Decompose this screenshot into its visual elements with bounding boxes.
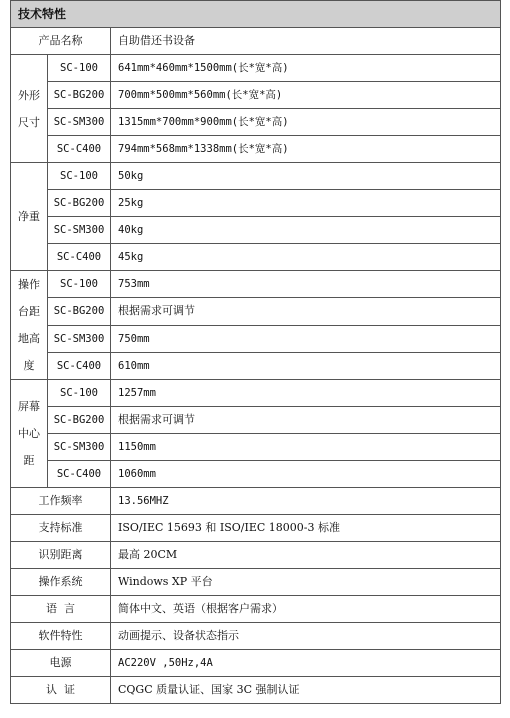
height-value: 610mm [111,352,501,379]
weight-value: 40kg [111,217,501,244]
height-model: SC-100 [48,271,111,298]
product-row [11,28,501,55]
spec-row [11,623,501,650]
spec-label: 软件特性 [11,623,111,650]
spec-row [11,569,501,596]
size-row [11,136,501,163]
spec-value: 13.56MHZ [111,488,501,515]
screen-row [11,380,501,407]
spec-label: 识别距离 [11,542,111,569]
size-group-label [11,55,48,163]
weight-model: SC-C400 [48,244,111,271]
size-label-line: 外形 [18,88,40,102]
height-label-line: 度 [23,359,35,372]
size-value: 794mm*568mm*1338mm(长*宽*高) [111,136,501,163]
product-value: 自助借还书设备 [111,28,501,55]
screen-model: SC-SM300 [48,434,111,461]
height-row [11,298,501,325]
spec-label: 工作频率 [11,488,111,515]
screen-row [11,434,501,461]
spec-value: AC220V ,50Hz,4A [111,650,501,677]
spec-label: 操作系统 [11,569,111,596]
spec-row [11,488,501,515]
height-model: SC-C400 [48,352,111,379]
weight-value: 45kg [111,244,501,271]
size-value: 700mm*500mm*560mm(长*宽*高) [111,82,501,109]
spec-label: 语 言 [11,596,111,623]
weight-model: SC-100 [48,163,111,190]
screen-row [11,407,501,434]
height-row [11,352,501,379]
size-label-line: 尺寸 [18,115,40,129]
height-value: 750mm [111,325,501,352]
spec-value: CQGC 质量认证、国家 3C 强制认证 [111,677,501,704]
table-title: 技术特性 [11,1,501,28]
weight-model: SC-BG200 [48,190,111,217]
weight-label-line: 净重 [18,210,40,223]
screen-label-line: 中心 [18,427,40,440]
weight-row [11,190,501,217]
weight-model: SC-SM300 [48,217,111,244]
spec-value: Windows XP 平台 [111,569,501,596]
product-label: 产品名称 [11,28,111,55]
size-value: 1315mm*700mm*900mm(长*宽*高) [111,109,501,136]
spec-value: ISO/IEC 15693 和 ISO/IEC 18000-3 标准 [111,515,501,542]
screen-value: 1060mm [111,461,501,488]
size-model: SC-C400 [48,136,111,163]
height-model: SC-SM300 [48,325,111,352]
weight-value: 50kg [111,163,501,190]
screen-label-line: 距 [23,454,35,467]
height-label-line: 操作 [18,278,40,291]
spec-value: 动画提示、设备状态指示 [111,623,501,650]
spec-row [11,650,501,677]
size-value: 641mm*460mm*1500mm(长*宽*高) [111,55,501,82]
spec-label: 电源 [11,650,111,677]
screen-model: SC-C400 [48,461,111,488]
spec-table [10,0,501,704]
height-label-line: 地高 [18,332,40,345]
spec-sheet [10,0,500,712]
size-model: SC-SM300 [48,109,111,136]
screen-value: 1150mm [111,434,501,461]
size-model: SC-100 [48,55,111,82]
height-value: 753mm [111,271,501,298]
height-row [11,325,501,352]
spec-label: 支持标准 [11,515,111,542]
screen-group-label [11,380,48,488]
size-model: SC-BG200 [48,82,111,109]
size-row [11,82,501,109]
spec-row [11,596,501,623]
spec-row [11,677,501,704]
height-group-label [11,271,48,380]
title-row [11,1,501,28]
weight-row [11,217,501,244]
spec-value: 简体中文、英语（根据客户需求） [111,596,501,623]
screen-model: SC-BG200 [48,407,111,434]
screen-row [11,461,501,488]
weight-row [11,244,501,271]
spec-row [11,542,501,569]
screen-label-line: 屏幕 [18,400,40,413]
size-row [11,109,501,136]
height-label-line: 台距 [18,305,40,318]
height-model: SC-BG200 [48,298,111,325]
size-row [11,55,501,82]
height-row [11,271,501,298]
screen-value: 根据需求可调节 [111,407,501,434]
screen-value: 1257mm [111,380,501,407]
spec-label: 认 证 [11,677,111,704]
spec-value: 最高 20CM [111,542,501,569]
height-value: 根据需求可调节 [111,298,501,325]
screen-model: SC-100 [48,380,111,407]
spec-row [11,515,501,542]
weight-value: 25kg [111,190,501,217]
weight-row [11,163,501,190]
weight-group-label [11,163,48,271]
